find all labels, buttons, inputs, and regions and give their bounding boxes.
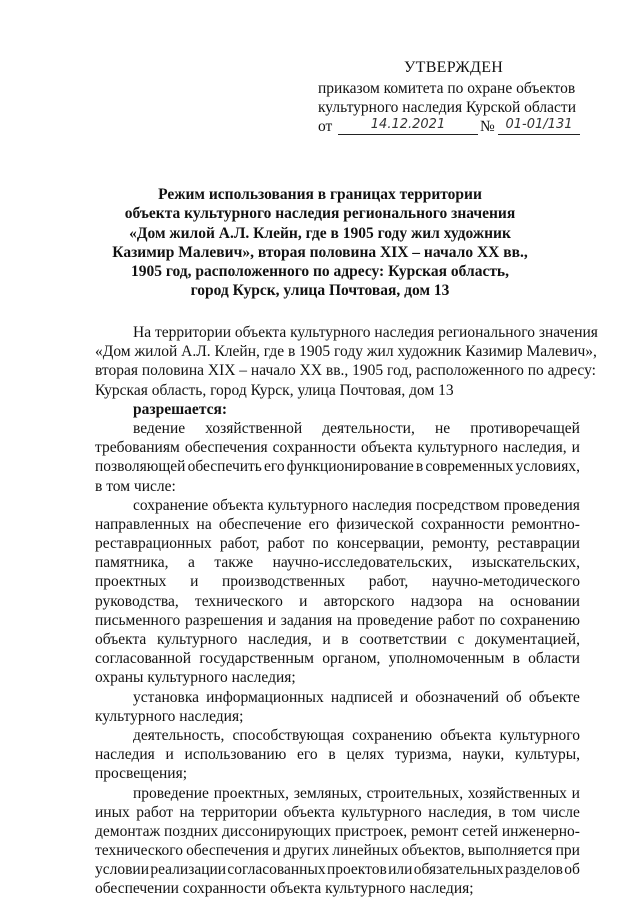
handwritten-date: 14.12.2021 xyxy=(338,116,478,135)
body-line xyxy=(95,649,580,668)
word: иных xyxy=(95,803,130,821)
word: диссонирующих xyxy=(221,822,332,840)
body-line: в том числе: xyxy=(95,477,176,495)
word: а xyxy=(188,554,195,572)
word: научно-методического xyxy=(431,573,580,591)
word: наследия, xyxy=(502,439,567,457)
word: физической xyxy=(336,515,414,533)
title-line: город Курск, улица Почтовая, дом 13 xyxy=(190,282,450,300)
date-label: от xyxy=(318,118,333,135)
word: технического xyxy=(194,592,283,610)
word: культурного xyxy=(341,803,422,821)
word: объекта xyxy=(361,439,413,457)
body-line xyxy=(95,572,580,591)
body-line xyxy=(95,611,580,630)
approval-line-2: культурного наследия Курской области xyxy=(318,99,576,116)
word: направленных xyxy=(95,515,190,533)
word: объекта xyxy=(212,496,264,514)
word: объекта xyxy=(283,803,335,821)
word: культурного xyxy=(417,439,498,457)
word: сохранности xyxy=(420,515,505,533)
word: проектных xyxy=(95,573,167,591)
approval-block xyxy=(318,58,598,137)
word: и xyxy=(399,688,409,706)
word: изыскательских, xyxy=(471,554,580,572)
word: объекта xyxy=(95,631,147,648)
word: сетей xyxy=(462,822,498,840)
word: строительных, xyxy=(366,784,464,802)
body-line xyxy=(95,745,580,764)
body-line xyxy=(95,726,580,745)
body-line xyxy=(95,496,580,515)
word: работ xyxy=(136,803,174,821)
word: реализации xyxy=(150,861,227,879)
body-line: Курская область, город Курск, улица Почтовая, дом 13 xyxy=(95,381,454,399)
body-line: На территории объекта культурного наследия регионального значения xyxy=(133,324,598,341)
word: культуры, xyxy=(515,746,580,764)
word: деятельность, xyxy=(133,726,225,744)
handwritten-number: 01-01/131 xyxy=(498,116,580,135)
word: обеспечения xyxy=(184,439,268,457)
body-line: просвещения; xyxy=(95,765,188,783)
word: культурного xyxy=(267,496,349,514)
word: государственным xyxy=(199,650,314,668)
word: туризма, xyxy=(394,746,452,764)
word: числе xyxy=(542,803,580,821)
word: ремонт xyxy=(410,822,459,840)
word: технического xyxy=(95,842,183,860)
word: работ xyxy=(437,611,475,629)
title-line: 1905 год, расположенного по адресу: Курская область, xyxy=(130,263,510,281)
body-line xyxy=(95,515,580,534)
word: надписей xyxy=(330,688,393,706)
word: целях xyxy=(346,746,385,764)
word: обеспечение xyxy=(218,515,302,533)
document-title xyxy=(96,185,544,301)
word: наследия, xyxy=(248,631,312,648)
word: ремонтно- xyxy=(511,515,580,533)
word: деятельности, xyxy=(322,419,415,437)
title-line: Казимир Малевич», вторая половина XIX – начало XX вв., xyxy=(112,243,528,261)
word: разделов xyxy=(504,861,563,879)
word: информационных xyxy=(206,688,324,706)
word: сохранности xyxy=(272,439,356,457)
word: основании xyxy=(510,592,580,610)
word: объекте xyxy=(528,688,580,706)
word: ремонту, xyxy=(432,535,490,553)
word: и xyxy=(299,592,308,610)
number-label: № xyxy=(480,118,495,135)
word: в xyxy=(415,458,424,476)
word: реставрационных xyxy=(95,535,212,553)
word: хозяйственных xyxy=(467,784,567,802)
word: обязательных xyxy=(413,861,504,879)
approval-line-1: приказом комитета по охране объектов xyxy=(318,80,576,97)
word: позволяющей xyxy=(95,458,186,476)
word: задания xyxy=(280,611,333,629)
word: способствующая xyxy=(232,726,345,744)
word: противоречащей xyxy=(470,419,580,437)
document-body xyxy=(95,323,598,899)
word: на xyxy=(196,515,212,533)
word: по xyxy=(479,611,496,629)
body-line xyxy=(95,592,580,611)
word: требованиям xyxy=(95,439,180,457)
body-line xyxy=(95,784,580,803)
word: в xyxy=(498,803,506,821)
word: работ xyxy=(267,535,305,553)
body-line xyxy=(95,688,580,707)
word: инженерно- xyxy=(501,822,580,840)
word: руководства, xyxy=(95,592,179,610)
word: пристроек, xyxy=(334,822,408,840)
word: сохранению xyxy=(352,726,433,744)
word: функционирование xyxy=(286,458,414,476)
word: научно-исследовательских, xyxy=(272,554,453,572)
word: уполномоченным xyxy=(388,650,505,668)
word: объекта xyxy=(440,726,492,744)
word: соответствии xyxy=(359,631,447,648)
word: его xyxy=(308,515,330,533)
word: проектов xyxy=(326,861,387,879)
word: территории xyxy=(201,803,278,821)
word: об xyxy=(506,688,522,706)
word: на xyxy=(179,803,195,821)
word: и xyxy=(571,439,580,457)
word: использованию xyxy=(184,746,287,764)
body-line xyxy=(95,630,580,649)
word: земляных, xyxy=(293,784,362,802)
word: и xyxy=(190,573,199,591)
title-line: объекта культурного наследия регионального значения xyxy=(124,205,516,223)
word: сохранение xyxy=(133,496,209,514)
body-line xyxy=(95,419,580,438)
word: консервации, xyxy=(336,535,424,553)
word: посредством xyxy=(415,496,500,514)
word: в xyxy=(328,746,336,764)
body-line xyxy=(95,841,580,860)
word: и xyxy=(322,631,331,648)
word: современных xyxy=(425,458,514,476)
word: авторского xyxy=(323,592,395,610)
body-line xyxy=(95,860,580,879)
body-line xyxy=(95,553,580,572)
word: или xyxy=(388,861,413,879)
word: объектов, xyxy=(401,842,465,860)
word: с xyxy=(457,631,465,648)
word: и xyxy=(165,746,174,764)
word: производственных xyxy=(221,573,346,591)
word: разрешения xyxy=(185,611,263,629)
word: демонтаж xyxy=(95,822,161,840)
approval-date-number-row xyxy=(318,117,598,137)
word: органом, xyxy=(322,650,381,668)
word: том xyxy=(512,803,536,821)
word: культурного xyxy=(156,631,238,648)
word: не xyxy=(434,419,451,437)
word: хозяйственной xyxy=(205,419,303,437)
word: наследия xyxy=(352,496,412,514)
word: проведение xyxy=(133,784,209,802)
word: линейных xyxy=(332,842,399,860)
word: условии xyxy=(95,861,150,879)
word: условиях, xyxy=(515,458,580,476)
word: в xyxy=(512,650,520,668)
word: работ, xyxy=(219,535,260,553)
body-line: вторая половина XIX – начало XX вв., 1905 год, расположенного по адресу: xyxy=(95,362,596,380)
body-line: охраны культурного наследия; xyxy=(95,669,296,687)
word: ведение xyxy=(133,419,186,437)
word: надзора xyxy=(410,592,463,610)
word: письменного xyxy=(95,611,181,629)
word: поздних xyxy=(164,822,219,840)
word: науки, xyxy=(462,746,505,764)
word: при xyxy=(555,842,580,860)
word: на xyxy=(337,611,353,629)
title-line: Режим использования в границах территории xyxy=(158,186,482,203)
word: реставрации xyxy=(497,535,580,553)
word: установка xyxy=(133,688,200,706)
body-line xyxy=(95,438,580,457)
word: наследия, xyxy=(428,803,492,821)
body-line xyxy=(95,457,580,476)
word: по xyxy=(312,535,329,553)
word: согласованных xyxy=(227,861,326,879)
word: сохранению xyxy=(500,611,580,629)
word: проектных, xyxy=(213,784,290,802)
body-line xyxy=(95,822,580,841)
word: области xyxy=(528,650,580,668)
word: обозначений xyxy=(415,688,499,706)
body-line xyxy=(95,534,580,553)
word: других xyxy=(283,842,330,860)
body-line: «Дом жилой А.Л. Клейн, где в 1905 году жил художник Казимир Малевич», xyxy=(95,343,597,361)
word: в xyxy=(341,631,349,648)
body-line-permitted: разрешается: xyxy=(133,400,228,418)
word: об xyxy=(564,861,580,879)
word: памятника, xyxy=(95,554,169,572)
word: наследия xyxy=(95,746,155,764)
body-line xyxy=(95,803,580,822)
title-line: «Дом жилой А.Л. Клейн, где в 1905 году жил художник xyxy=(129,224,511,242)
word: и xyxy=(267,611,277,629)
word: документацией, xyxy=(475,631,580,648)
approval-heading: УТВЕРЖДЕН xyxy=(404,59,504,76)
word: проведение xyxy=(356,611,433,629)
body-line: обеспечении сохранности объекта культурного наследия; xyxy=(95,880,474,898)
word: выполняется xyxy=(467,842,553,860)
word: также xyxy=(214,554,254,572)
word: обеспечить xyxy=(187,458,262,476)
word: на xyxy=(478,592,494,610)
word: обеспечения xyxy=(186,842,269,860)
body-line: культурного наследия; xyxy=(95,707,244,725)
word: проведения xyxy=(503,496,580,514)
word: и xyxy=(571,784,580,802)
word: согласованной xyxy=(95,650,192,668)
word: и xyxy=(272,842,281,860)
word: культурного xyxy=(499,726,580,744)
word: работ, xyxy=(368,573,409,591)
word: его xyxy=(263,458,285,476)
word: его xyxy=(297,746,318,764)
